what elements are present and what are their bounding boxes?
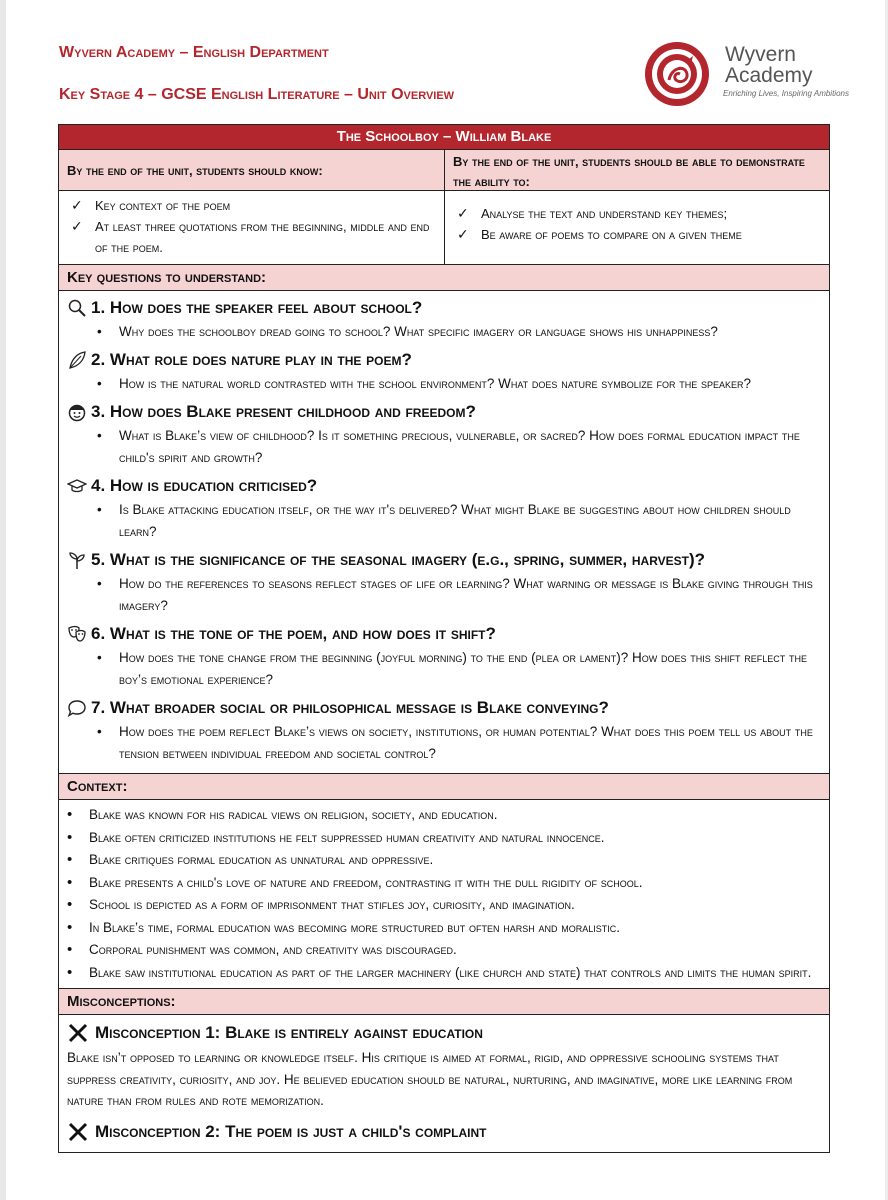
context-item: • Blake critiques formal education as unnatural and oppressive. bbox=[89, 849, 821, 872]
seedling-icon bbox=[67, 550, 87, 570]
question-item bbox=[67, 473, 821, 543]
key-questions-heading: Key questions to understand: bbox=[59, 265, 829, 291]
logo-tagline: Enriching Lives, Inspiring Ambitions bbox=[723, 89, 849, 98]
context-item: • Blake was known for his radical views on religion, society, and education. bbox=[89, 804, 821, 827]
misconceptions-section bbox=[59, 1015, 829, 1153]
able-item: ✓ Analyse the text and understand key themes; bbox=[481, 203, 819, 224]
question-prompt: • How does the poem reflect Blake’s views on society, institutions, or human potential? What does this poem tell us about the tension between individual freedom and societal control? bbox=[67, 721, 821, 765]
know-item: ✓ Key context of the poem bbox=[95, 195, 434, 216]
academy-logo bbox=[641, 40, 849, 110]
misconception-title: Misconception 2: The poem is just a child's complaint bbox=[67, 1118, 821, 1146]
question-prompt: • How do the references to seasons reflect stages of life or learning? What warning or message is Blake giving through this imagery? bbox=[67, 573, 821, 617]
cross-mark-icon bbox=[67, 1022, 89, 1044]
question-title: 1. How does the speaker feel about school? bbox=[91, 298, 423, 317]
question-item bbox=[67, 295, 821, 343]
know-item: ✓ At least three quotations from the beginning, middle and end of the poem. bbox=[95, 216, 434, 258]
speech-bubble-icon bbox=[67, 698, 87, 718]
able-heading: By the end of the unit, students should be able to demonstrate the ability to: bbox=[444, 150, 829, 190]
question-prompt: • Is Blake attacking education itself, or the way it's delivered? What might Blake be suggesting about how children should learn? bbox=[67, 499, 821, 543]
logo-wordmark: Wyvern Academy bbox=[725, 43, 813, 87]
cross-mark-icon bbox=[67, 1121, 89, 1143]
misconception-title: Misconception 1: Blake is entirely against education bbox=[67, 1019, 821, 1047]
objectives-header-row bbox=[59, 150, 829, 191]
graduation-cap-icon bbox=[67, 476, 87, 496]
question-prompt: • What is Blake’s view of childhood? Is it something precious, vulnerable, or sacred? How does formal education impact the child's spirit and growth? bbox=[67, 425, 821, 469]
context-item: • Blake often criticized institutions he felt suppressed human creativity and natural innocence. bbox=[89, 827, 821, 850]
able-column bbox=[444, 191, 829, 264]
question-prompt: • How is the natural world contrasted with the school environment? What does nature symbolize for the speaker? bbox=[67, 373, 821, 395]
unit-overview-table bbox=[58, 124, 830, 1153]
question-prompt: • Why does the schoolboy dread going to school? What specific imagery or language shows his unhappiness? bbox=[67, 321, 821, 343]
question-title: 7. What broader social or philosophical message is Blake conveying? bbox=[91, 698, 609, 717]
misconceptions-heading: Misconceptions: bbox=[59, 989, 829, 1015]
able-item: ✓ Be aware of poems to compare on a given theme bbox=[481, 224, 819, 245]
context-item: • In Blake’s time, formal education was becoming more structured but often harsh and moralistic. bbox=[89, 917, 821, 940]
context-list bbox=[59, 800, 829, 989]
context-item: • Blake presents a child's love of nature and freedom, contrasting it with the dull rigidity of school. bbox=[89, 872, 821, 895]
child-face-icon bbox=[67, 402, 87, 422]
question-item bbox=[67, 547, 821, 617]
masks-icon bbox=[67, 624, 87, 644]
question-title: 4. How is education criticised? bbox=[91, 476, 318, 495]
question-item bbox=[67, 695, 821, 765]
wyvern-emblem-icon bbox=[641, 40, 717, 110]
question-title: 3. How does Blake present childhood and freedom? bbox=[91, 402, 476, 421]
question-title: 5. What is the significance of the seasonal imagery (e.g., spring, summer, harvest)? bbox=[91, 550, 706, 569]
poem-title: The Schoolboy – William Blake bbox=[59, 125, 829, 150]
know-heading: By the end of the unit, students should know: bbox=[59, 150, 444, 190]
know-list bbox=[59, 191, 444, 264]
leaf-icon bbox=[67, 350, 87, 370]
unit-overview-heading: Key Stage 4 – GCSE English Literature – Unit Overview bbox=[59, 86, 455, 103]
question-title: 2. What role does nature play in the poem? bbox=[91, 350, 412, 369]
misconception-body: Blake isn’t opposed to learning or knowledge itself. His critique is aimed at formal, rigid, and oppressive schooling systems that suppress creativity, curiosity, and joy. He believed education should be natural, nurturing, and imaginative, more like learning from nature than from rules and rote memorization. bbox=[67, 1050, 793, 1108]
context-heading: Context: bbox=[59, 774, 829, 800]
question-item bbox=[67, 347, 821, 395]
objectives-row bbox=[59, 191, 829, 265]
context-item: • School is depicted as a form of imprisonment that stifles joy, curiosity, and imagination. bbox=[89, 894, 821, 917]
question-title: 6. What is the tone of the poem, and how does it shift? bbox=[91, 624, 496, 643]
page-edge-left bbox=[0, 0, 6, 1200]
know-column bbox=[59, 191, 444, 264]
question-prompt: • How does the tone change from the beginning (joyful morning) to the end (plea or lament)? How does this shift reflect the boy’s emotional experience? bbox=[67, 647, 821, 691]
magnifier-icon bbox=[67, 298, 87, 318]
context-item: • Blake saw institutional education as part of the larger machinery (like church and state) that controls and limits the human spirit. bbox=[89, 962, 821, 985]
question-item bbox=[67, 621, 821, 691]
department-heading: Wyvern Academy – English Department bbox=[59, 44, 329, 61]
question-item bbox=[67, 399, 821, 469]
able-list bbox=[445, 191, 829, 251]
key-questions-section bbox=[59, 291, 829, 774]
context-item: • Corporal punishment was common, and creativity was discouraged. bbox=[89, 939, 821, 962]
